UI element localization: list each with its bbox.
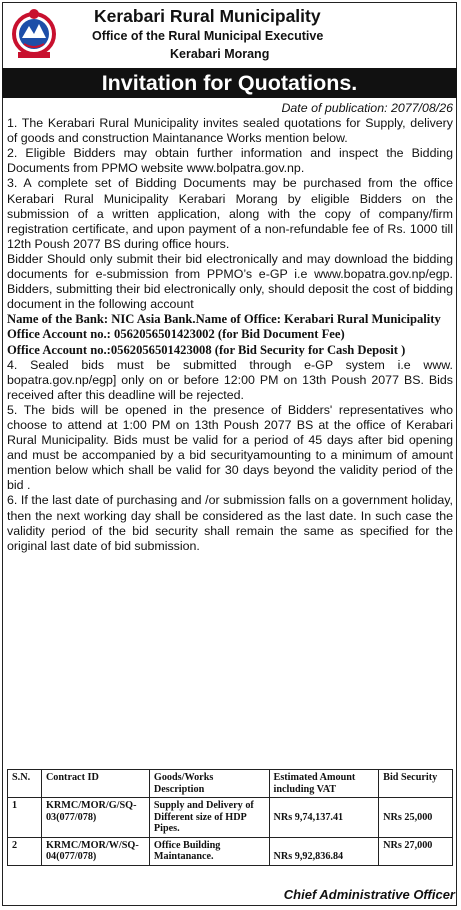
notice-title: Invitation for Quotations. [2, 68, 457, 98]
header-contract-id: Contract ID [41, 770, 149, 798]
header-estimated-amount: Estimated Amount including VAT [269, 770, 379, 798]
contracts-table [7, 769, 453, 866]
municipality-name: Kerabari Rural Municipality [94, 6, 321, 26]
paragraph-1: 1. The Kerabari Rural Municipality invites sealed quotations for Supply, delivery of goods and construction Maintanance Works mention below. [7, 116, 453, 146]
account-document-fee: Office Account no.: 0562056501423002 (for Bid Document Fee) [7, 327, 345, 342]
cell-description: Supply and Delivery of Different size of HDP Pipes. [149, 798, 269, 838]
cell-sn: 1 [8, 798, 42, 838]
table-row [8, 798, 453, 838]
header-bid-security: Bid Security [379, 770, 453, 798]
cell-estimated-amount: NRs 9,92,836.84 [269, 837, 379, 865]
signatory: Chief Administrative Officer [283, 887, 455, 902]
notice-body [7, 101, 453, 554]
cell-bid-security: NRs 27,000 [379, 837, 453, 865]
header-sn: S.N. [8, 770, 42, 798]
paragraph-2: 2. Eligible Bidders may obtain further information and inspect the Bidding Documents from PPMO website www.bolpatra.gov.np. [7, 146, 453, 176]
table-row [8, 837, 453, 865]
table-header-row [8, 770, 453, 798]
header-description: Goods/Works Description [149, 770, 269, 798]
header [0, 0, 461, 68]
publication-date: Date of publication: 2077/08/26 [281, 101, 453, 115]
cell-estimated-amount: NRs 9,74,137.41 [269, 798, 379, 838]
office-name: Office of the Rural Municipal Executive [92, 29, 324, 43]
cell-description: Office Building Maintanance. [149, 837, 269, 865]
cell-contract-id: KRMC/MOR/W/SQ-04(077/078) [41, 837, 149, 865]
paragraph-6: 6. If the last date of purchasing and /or submission falls on a government holiday, then the next working day shall be considered as the last date. In such case the validity period of the bid security shall remain the same as specified for the original last date of bid submission. [7, 493, 453, 553]
paragraph-5: 5. The bids will be opened in the presence of Bidders' representatives who choose to attend at 1:00 PM on 13th Poush 2077 BS at the office of Kerabari Rural Municipality. Bids must be valid for a period of 45 days after bid opening and must be accompanied by a bid securityamounting to a minimum of amount mention below which shall be valid for 30 days beyond the validity period of the bid . [7, 402, 453, 493]
account-bid-security: Office Account no.:0562056501423008 (for Bid Security for Cash Deposit ) [7, 342, 406, 357]
paragraph-3: 3. A complete set of Bidding Documents may be purchased from the office Kerabari Rural Municipality Kerabari Morang by eligible Bidders on the submission of a written application, along with the copy of company/firm registration certificate, and upon payment of a non-refundable fee of Rs. 1000 till 12th Poush 2077 BS during office hours. [7, 176, 453, 251]
paragraph-bidder: Bidder Should only submit their bid electronically and may download the bidding documents for e-submission from PPMO’s e-GP i.e www.bopatra.gov.np/egp. Bidders, submitting their bid electronically only, should deposit the cost of bidding document in the following account [7, 251, 453, 312]
location: Kerabari Morang [170, 47, 270, 61]
cell-bid-security: NRs 25,000 [379, 798, 453, 838]
cell-sn: 2 [8, 837, 42, 865]
bank-name: Name of the Bank: NIC Asia Bank.Name of Office: Kerabari Rural Municipality [7, 312, 441, 327]
paragraph-4: 4. Sealed bids must be submitted through e-GP system i.e www. bopatra.gov.np/egp] only on or before 12:00 PM on 13th Poush 2077 BS. Bids received after this deadline will be rejected. [7, 357, 453, 402]
nepal-emblem-icon [12, 4, 56, 62]
cell-contract-id: KRMC/MOR/G/SQ-03(077/078) [41, 798, 149, 838]
